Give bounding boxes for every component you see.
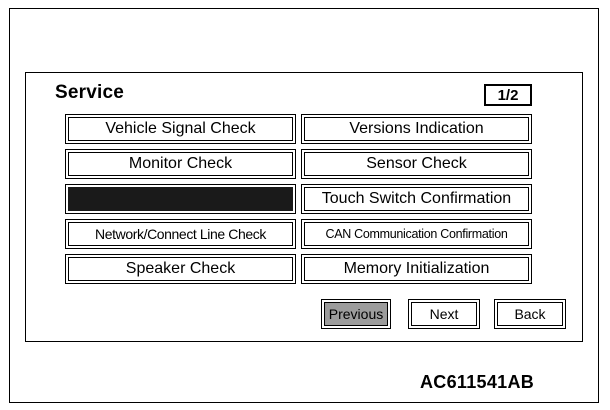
previous-button[interactable]: [321, 299, 391, 329]
button-label: Sensor Check: [304, 152, 529, 176]
vehicle-signal-check-button[interactable]: [65, 114, 296, 144]
screen-title: Service: [55, 82, 125, 103]
network-connect-line-check-button[interactable]: [65, 219, 296, 249]
versions-indication-button[interactable]: [301, 114, 532, 144]
back-button[interactable]: [494, 299, 566, 329]
button-label: Network/Connect Line Check: [68, 222, 293, 246]
speaker-check-button[interactable]: [65, 254, 296, 284]
memory-initialization-button[interactable]: [301, 254, 532, 284]
next-button[interactable]: [408, 299, 480, 329]
button-label: Next: [411, 302, 477, 326]
button-label: Monitor Check: [68, 152, 293, 176]
button-label: [68, 187, 293, 211]
button-label: Vehicle Signal Check: [68, 117, 293, 141]
sensor-check-button[interactable]: [301, 149, 532, 179]
blank-menu-button[interactable]: [65, 184, 296, 214]
button-label: Touch Switch Confirmation: [304, 187, 529, 211]
button-label: Versions Indication: [304, 117, 529, 141]
can-communication-confirmation-button[interactable]: [301, 219, 532, 249]
touch-switch-confirmation-button[interactable]: [301, 184, 532, 214]
button-label: Memory Initialization: [304, 257, 529, 281]
button-label: Speaker Check: [68, 257, 293, 281]
button-label: CAN Communication Confirmation: [304, 222, 529, 246]
page-indicator: 1/2: [484, 84, 532, 106]
monitor-check-button[interactable]: [65, 149, 296, 179]
button-label: Previous: [324, 302, 388, 326]
figure-code: AC611541AB: [420, 372, 535, 392]
button-label: Back: [497, 302, 563, 326]
